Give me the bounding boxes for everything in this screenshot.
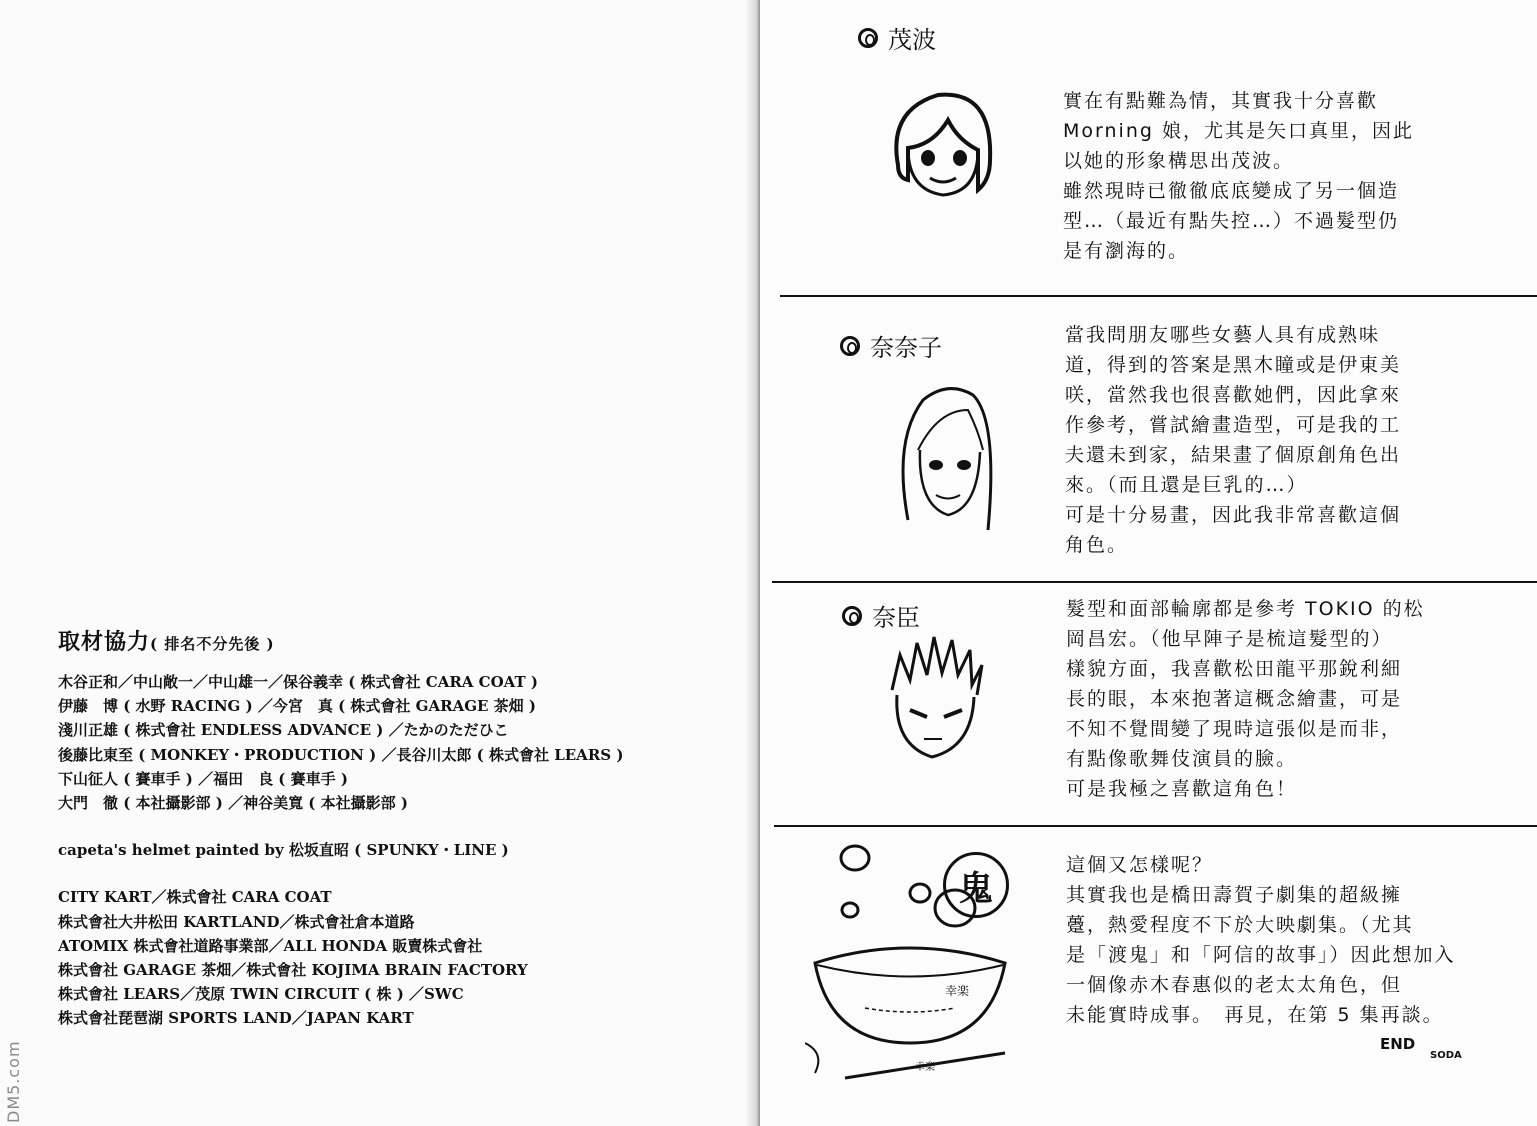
credit-line: ATOMIX 株式會社道路事業部／ALL HONDA 販賣株式會社	[58, 936, 483, 955]
oni-circle	[943, 852, 1009, 918]
section-text-4	[1066, 850, 1506, 1030]
bullet-icon	[858, 28, 878, 48]
section-divider	[772, 581, 1537, 583]
credit-line: 株式會社 GARAGE 茶畑／株式會社 KOJIMA BRAIN FACTORY	[58, 961, 528, 980]
section-heading-3	[842, 598, 920, 633]
text-line: 這個又怎樣呢？	[1066, 854, 1214, 876]
section-text-3	[1066, 594, 1506, 804]
credits-title-text: 取材協力	[58, 629, 151, 655]
character-name: 奈奈子	[870, 334, 942, 362]
credit-helmet-line: capeta's helmet painted by 松坂直昭 ( SPUNKY・LINE )	[58, 841, 509, 860]
credits-block	[58, 625, 748, 1031]
chopstick-label: 幸楽	[915, 1062, 935, 1073]
left-page	[0, 0, 760, 1126]
credits-title	[58, 625, 748, 656]
text-line: 是有瀏海的。	[1063, 240, 1190, 262]
text-line: 樣貌方面，我喜歡松田龍平那銳利細	[1066, 658, 1403, 680]
character-name: 茂波	[888, 26, 936, 54]
text-line: 當我問朋友哪些女藝人具有成熟味	[1065, 324, 1381, 346]
watermark: DM5.com	[4, 1040, 23, 1123]
section-heading-2	[840, 328, 942, 363]
text-line: 角色。	[1065, 534, 1129, 556]
text-line: 是「渡鬼」和「阿信的故事」）因此想加入	[1066, 944, 1456, 966]
text-line: 型…（最近有點失控…）不過髮型仍	[1063, 210, 1400, 232]
text-line: 躉，熱愛程度不下於大映劇集。（尤其	[1066, 914, 1414, 936]
section-divider	[774, 825, 1537, 827]
credit-line: 伊藤 博 ( 水野 RACING ) ／今宮 真 ( 株式會社 GARAGE 茶畑 )	[58, 697, 536, 716]
section-heading-1	[858, 20, 936, 55]
credit-line: 大門 徹 ( 本社攝影部 ) ／神谷美寬 ( 本社攝影部 )	[58, 794, 408, 813]
author-signature: SODA	[1430, 1050, 1462, 1061]
portrait-nanako	[888, 380, 1003, 545]
bullet-icon	[840, 336, 860, 356]
text-line: 可是我極之喜歡這角色！	[1066, 778, 1298, 800]
credit-line: 木谷正和／中山敞一／中山雄一／保谷義幸 ( 株式會社 CARA COAT )	[58, 673, 538, 691]
text-line: 可是十分易畫，因此我非常喜歡這個	[1065, 504, 1402, 526]
section-text-2	[1065, 320, 1505, 560]
text-line: Morning 娘，尤其是矢口真里，因此	[1063, 120, 1414, 142]
text-line: 夫還未到家，結果畫了個原創角色出	[1065, 444, 1402, 466]
credit-line: 株式會社 LEARS／茂原 TWIN CIRCUIT ( 株 ) ／SWC	[58, 985, 464, 1004]
section-text-1	[1063, 86, 1503, 266]
text-line: 其實我也是橋田壽賀子劇集的超級擁	[1066, 884, 1403, 906]
text-line: 有點像歌舞伎演員的臉。	[1066, 748, 1298, 770]
character-name: 奈臣	[872, 604, 920, 632]
text-line: 髮型和面部輪廓都是參考 TOKIO 的松	[1066, 598, 1425, 620]
credit-line: 淺川正雄 ( 株式會社 ENDLESS ADVANCE ) ／たかのただひこ	[58, 721, 509, 740]
credit-line: CITY KART／株式會社 CARA COAT	[58, 888, 332, 907]
text-line: 來。（而且還是巨乳的…）	[1065, 474, 1308, 496]
text-line: 以她的形象構思出茂波。	[1063, 150, 1295, 172]
section-divider	[780, 295, 1537, 297]
credit-line: 株式會社琵琶湖 SPORTS LAND／JAPAN KART	[58, 1009, 414, 1028]
credit-line: 後藤比東至 ( MONKEY・PRODUCTION ) ／長谷川太郎 ( 株式會社 LEARS )	[58, 745, 624, 764]
text-line: 一個像赤木春惠似的老太太角色，但	[1066, 974, 1403, 996]
text-line: 雖然現時已徹徹底底變成了另一個造	[1063, 180, 1400, 202]
text-line: 岡昌宏。（他早陣子是梳這髮型的）	[1066, 628, 1393, 650]
text-line: 不知不覺間變了現時這張似是而非，	[1066, 718, 1403, 740]
right-page	[760, 0, 1537, 1126]
credit-line: 株式會社大井松田 KARTLAND／株式會社倉本道路	[58, 912, 415, 931]
text-line: 未能實時成事。 再見，在第 5 集再談。	[1066, 1004, 1444, 1026]
bullet-icon	[842, 606, 862, 626]
portrait-mocha	[878, 80, 1008, 210]
text-line: 作參考，嘗試繪畫造型，可是我的工	[1065, 414, 1402, 436]
bowl-label: 幸楽	[945, 984, 970, 998]
oni-character: 鬼	[959, 868, 993, 909]
portrait-naomi	[882, 635, 987, 765]
credit-line: 下山征人 ( 賽車手 ) ／福田 良 ( 賽車手 )	[58, 769, 348, 788]
text-line: 長的眼，本來抱著這概念繪畫，可是	[1066, 688, 1403, 710]
text-line: 道，得到的答案是黑木瞳或是伊東美	[1065, 354, 1402, 376]
text-line: 咲，當然我也很喜歡她們，因此拿來	[1065, 384, 1402, 406]
text-line: 實在有點難為情，其實我十分喜歡	[1063, 90, 1379, 112]
credits-subtitle: ( 排名不分先後 )	[150, 635, 275, 653]
end-mark: END	[1380, 1035, 1416, 1053]
